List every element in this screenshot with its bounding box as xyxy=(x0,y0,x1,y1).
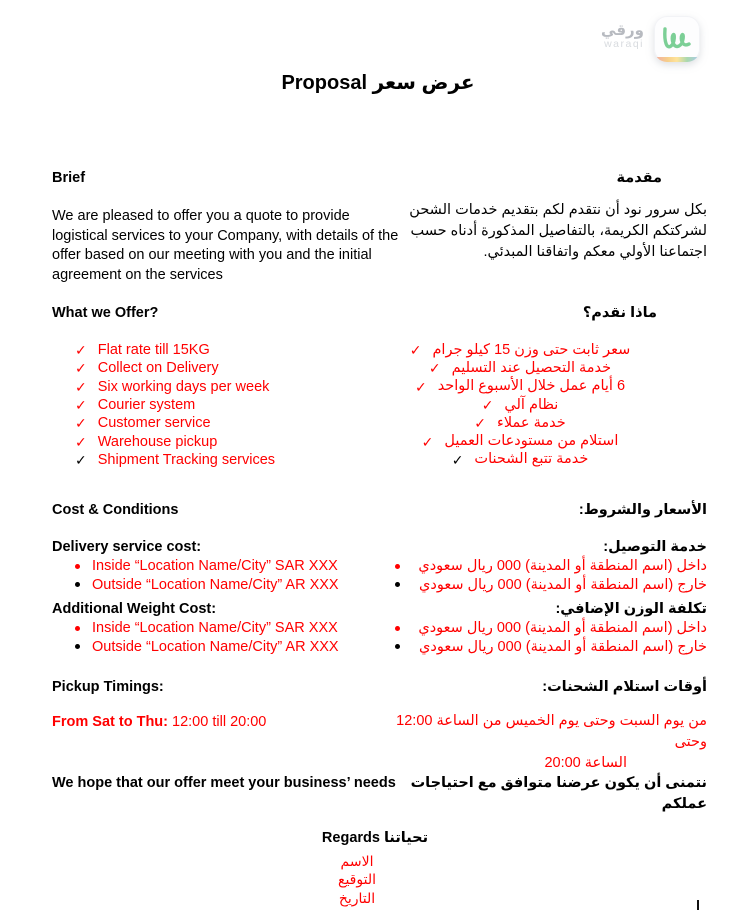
weight-cost-item-en: Inside “Location Name/City” SAR XXX xyxy=(75,619,339,638)
waraqi-logo xyxy=(601,16,700,62)
offer-item-ar: ✓ خدمة تتبع الشحنات xyxy=(451,451,589,468)
closing-en: We hope that our offer meet your business’ needs xyxy=(52,775,396,791)
offer-item-en: ✓ Collect on Delivery xyxy=(75,360,219,377)
offer-item-en: ✓ Shipment Tracking services xyxy=(75,451,276,468)
weight-cost-list-ar xyxy=(395,619,707,656)
check-icon: ✓ xyxy=(409,342,422,359)
check-icon: ✓ xyxy=(414,378,427,395)
offer-item-en: ✓ Customer service xyxy=(75,415,211,432)
pickup-hours-value-en: 12:00 till 20:00 xyxy=(168,714,267,730)
waraqi-logo-color-strip xyxy=(654,57,700,62)
bullet-icon xyxy=(395,644,400,649)
delivery-cost-heading-en: Delivery service cost: xyxy=(52,539,202,555)
check-icon: ✓ xyxy=(481,397,494,414)
waraqi-logo-arabic: ورقي xyxy=(601,22,644,39)
pickup-hours-ar-line2: الساعة 20:00 xyxy=(544,755,627,771)
offer-checklist-ar xyxy=(360,341,680,469)
cost-heading-en: Cost & Conditions xyxy=(52,502,179,518)
pickup-hours-en xyxy=(52,713,266,733)
weight-cost-item-ar: داخل (اسم المنطقة أو المدينة) 000 ريال سعودي xyxy=(395,619,707,638)
pickup-hours-ar-line1: من يوم السبت وحتى يوم الخميس من الساعة 12:00 وحتى xyxy=(396,713,707,750)
offer-item-en: ✓ Warehouse pickup xyxy=(75,433,218,450)
text-cursor-mark xyxy=(697,900,699,910)
bullet-icon xyxy=(395,626,400,631)
delivery-cost-item-ar: خارج (اسم المنطقة أو المدينة) 000 ريال سعودي xyxy=(395,576,707,595)
weight-cost-item-ar: خارج (اسم المنطقة أو المدينة) 000 ريال سعودي xyxy=(395,638,707,657)
pickup-hours-ar xyxy=(375,711,707,774)
signature-sign-label: التوقيع xyxy=(338,871,376,888)
waraqi-logo-text xyxy=(601,23,644,51)
bullet-icon xyxy=(395,564,400,569)
check-icon: ✓ xyxy=(75,360,87,377)
page-title xyxy=(0,70,750,95)
check-icon: ✓ xyxy=(75,378,87,395)
check-icon: ✓ xyxy=(75,397,87,414)
offer-item-en: ✓ Flat rate till 15KG xyxy=(75,342,210,359)
offer-item-ar: ✓ 6 أيام عمل خلال الأسبوع الواحد xyxy=(414,378,626,395)
delivery-cost-list-en xyxy=(75,557,339,594)
weight-cost-item-en: Outside “Location Name/City” AR XXX xyxy=(75,638,339,657)
check-icon: ✓ xyxy=(75,415,87,432)
bullet-icon xyxy=(75,582,80,587)
bullet-icon xyxy=(75,564,80,569)
check-icon: ✓ xyxy=(451,451,464,468)
weight-cost-heading-en: Additional Weight Cost: xyxy=(52,601,217,617)
delivery-cost-list-ar xyxy=(395,557,707,594)
offer-heading-en: What we Offer? xyxy=(52,305,159,321)
offer-item-ar: ✓ خدمة التحصيل عند التسليم xyxy=(428,359,612,377)
bullet-icon xyxy=(75,644,80,649)
check-icon: ✓ xyxy=(75,451,87,468)
waraqi-w-icon xyxy=(654,16,700,62)
offer-item-ar: ✓ سعر ثابت حتى وزن 15 كيلو جرام xyxy=(409,341,631,359)
pickup-days-en: From Sat to Thu: xyxy=(52,714,168,730)
signature-name-label: الاسم xyxy=(340,853,374,869)
regards-arabic: تحياتنا xyxy=(383,830,429,846)
cost-heading-ar: الأسعار والشروط: xyxy=(578,502,707,518)
waraqi-logo-latin: waraqi xyxy=(604,38,644,50)
delivery-cost-item-en: Outside “Location Name/City” AR XXX xyxy=(75,576,339,595)
offer-item-ar: ✓ استلام من مستودعات العميل xyxy=(421,433,619,450)
waraqi-logo-icon xyxy=(654,16,700,62)
signature-date-label: التاريخ xyxy=(338,889,376,906)
page-title-arabic: عرض سعر xyxy=(372,72,475,94)
offer-item-ar: ✓ خدمة عملاء xyxy=(474,414,566,432)
bullet-icon xyxy=(395,582,400,587)
offer-item-en: ✓ Courier system xyxy=(75,397,196,414)
regards-line xyxy=(0,830,750,846)
pickup-heading-ar: أوقات استلام الشحنات: xyxy=(542,679,707,695)
brief-body-ar: بكل سرور نود أن نتقدم لكم بتقديم خدمات الشحن لشركتكم الكريمة، بالتفاصيل المذكورة أدناه حسب اجتماعنا الأولي معكم واتفاقنا المبدئي. xyxy=(409,202,707,260)
check-icon: ✓ xyxy=(75,433,87,450)
brief-heading-ar: مقدمة xyxy=(616,170,662,186)
signature-block xyxy=(0,852,714,907)
closing-ar: نتمنى أن يكون عرضنا متوافق مع احتياجات عملكم xyxy=(410,775,707,812)
check-icon: ✓ xyxy=(421,433,434,450)
brief-body-en: We are pleased to offer you a quote to provide logistical services to your Company, with details of the offer based on our meeting with you and the initial agreement on the services xyxy=(52,208,399,283)
check-icon: ✓ xyxy=(428,360,441,377)
brief-heading-en: Brief xyxy=(52,170,86,186)
offer-item-en: ✓ Six working days per week xyxy=(75,378,270,395)
offer-heading-ar: ماذا نقدم؟ xyxy=(582,305,657,321)
delivery-cost-heading-ar: خدمة التوصيل: xyxy=(603,539,707,555)
offer-item-ar: ✓ نظام آلي xyxy=(481,396,559,414)
offer-checklist-en xyxy=(75,341,275,469)
check-icon: ✓ xyxy=(474,415,487,432)
delivery-cost-item-en: Inside “Location Name/City” SAR XXX xyxy=(75,557,339,576)
regards-english: Regards xyxy=(321,830,380,846)
delivery-cost-item-ar: داخل (اسم المنطقة أو المدينة) 000 ريال سعودي xyxy=(395,557,707,576)
check-icon: ✓ xyxy=(75,342,87,359)
bullet-icon xyxy=(75,626,80,631)
weight-cost-list-en xyxy=(75,619,339,656)
page-title-english: Proposal xyxy=(281,72,368,94)
weight-cost-heading-ar: تكلفة الوزن الإضافي: xyxy=(555,601,707,617)
pickup-heading-en: Pickup Timings: xyxy=(52,679,164,695)
